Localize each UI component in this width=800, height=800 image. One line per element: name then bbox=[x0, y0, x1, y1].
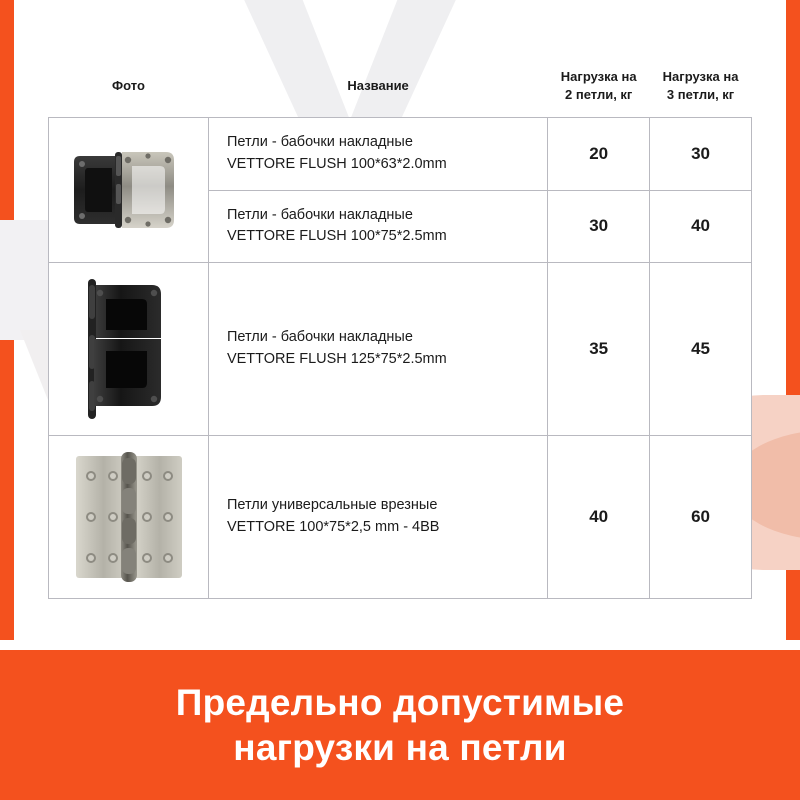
name-cell bbox=[208, 118, 547, 191]
product-name-line1: Петли - бабочки накладные bbox=[226, 329, 413, 346]
header-load-2-line2: 2 петли, кг bbox=[565, 86, 633, 102]
product-name-line1: Петли универсальные врезные bbox=[226, 497, 438, 514]
banner-line2: нагрузки на петли bbox=[233, 727, 567, 768]
header-name: Название bbox=[347, 77, 409, 93]
name-cell bbox=[208, 190, 547, 263]
name-cell bbox=[208, 263, 547, 436]
header-load-2-line1: Нагрузка на bbox=[560, 69, 637, 84]
load-3-value: 60 bbox=[650, 436, 752, 599]
table-header-row bbox=[49, 62, 752, 118]
table-row bbox=[49, 263, 752, 436]
banner-line1: Предельно допустимые bbox=[175, 681, 625, 723]
banner-heading bbox=[136, 680, 664, 770]
header-load-3-line1: Нагрузка на bbox=[662, 69, 739, 84]
hinge-load-table bbox=[48, 62, 752, 599]
load-2-value: 20 bbox=[548, 118, 650, 191]
header-load-3 bbox=[650, 62, 752, 118]
name-cell bbox=[208, 436, 547, 599]
photo-cell-butterfly-black bbox=[49, 263, 209, 436]
header-load-2 bbox=[548, 62, 650, 118]
load-3-value: 45 bbox=[650, 263, 752, 436]
butterfly-hinge-black-icon bbox=[58, 269, 198, 429]
load-3-value: 30 bbox=[650, 118, 752, 191]
header-photo: Фото bbox=[112, 77, 145, 93]
bottom-banner bbox=[0, 650, 800, 800]
load-3-value: 40 bbox=[650, 190, 752, 263]
product-name-line2: VETTORE FLUSH 125*75*2.5mm bbox=[226, 351, 447, 368]
table-row bbox=[49, 436, 752, 599]
load-2-value: 35 bbox=[548, 263, 650, 436]
load-2-value: 40 bbox=[548, 436, 650, 599]
header-load-3-line2: 3 петли, кг bbox=[666, 86, 735, 102]
product-name-line2: VETTORE FLUSH 100*75*2.5mm bbox=[226, 228, 447, 245]
product-name-line1: Петли - бабочки накладные bbox=[226, 206, 413, 223]
product-name-line2: VETTORE FLUSH 100*63*2.0mm bbox=[226, 155, 447, 172]
photo-cell-mortise-4bb bbox=[49, 436, 209, 599]
butterfly-hinge-silver-icon bbox=[58, 130, 198, 250]
mortise-hinge-4bb-icon bbox=[58, 442, 198, 592]
load-2-value: 30 bbox=[548, 190, 650, 263]
product-name-line2: VETTORE 100*75*2,5 mm - 4BB bbox=[226, 519, 440, 536]
product-name-line1: Петли - бабочки накладные bbox=[226, 134, 413, 151]
spec-table-container bbox=[48, 62, 752, 599]
table-row bbox=[49, 118, 752, 191]
photo-cell-butterfly-silver bbox=[49, 118, 209, 263]
